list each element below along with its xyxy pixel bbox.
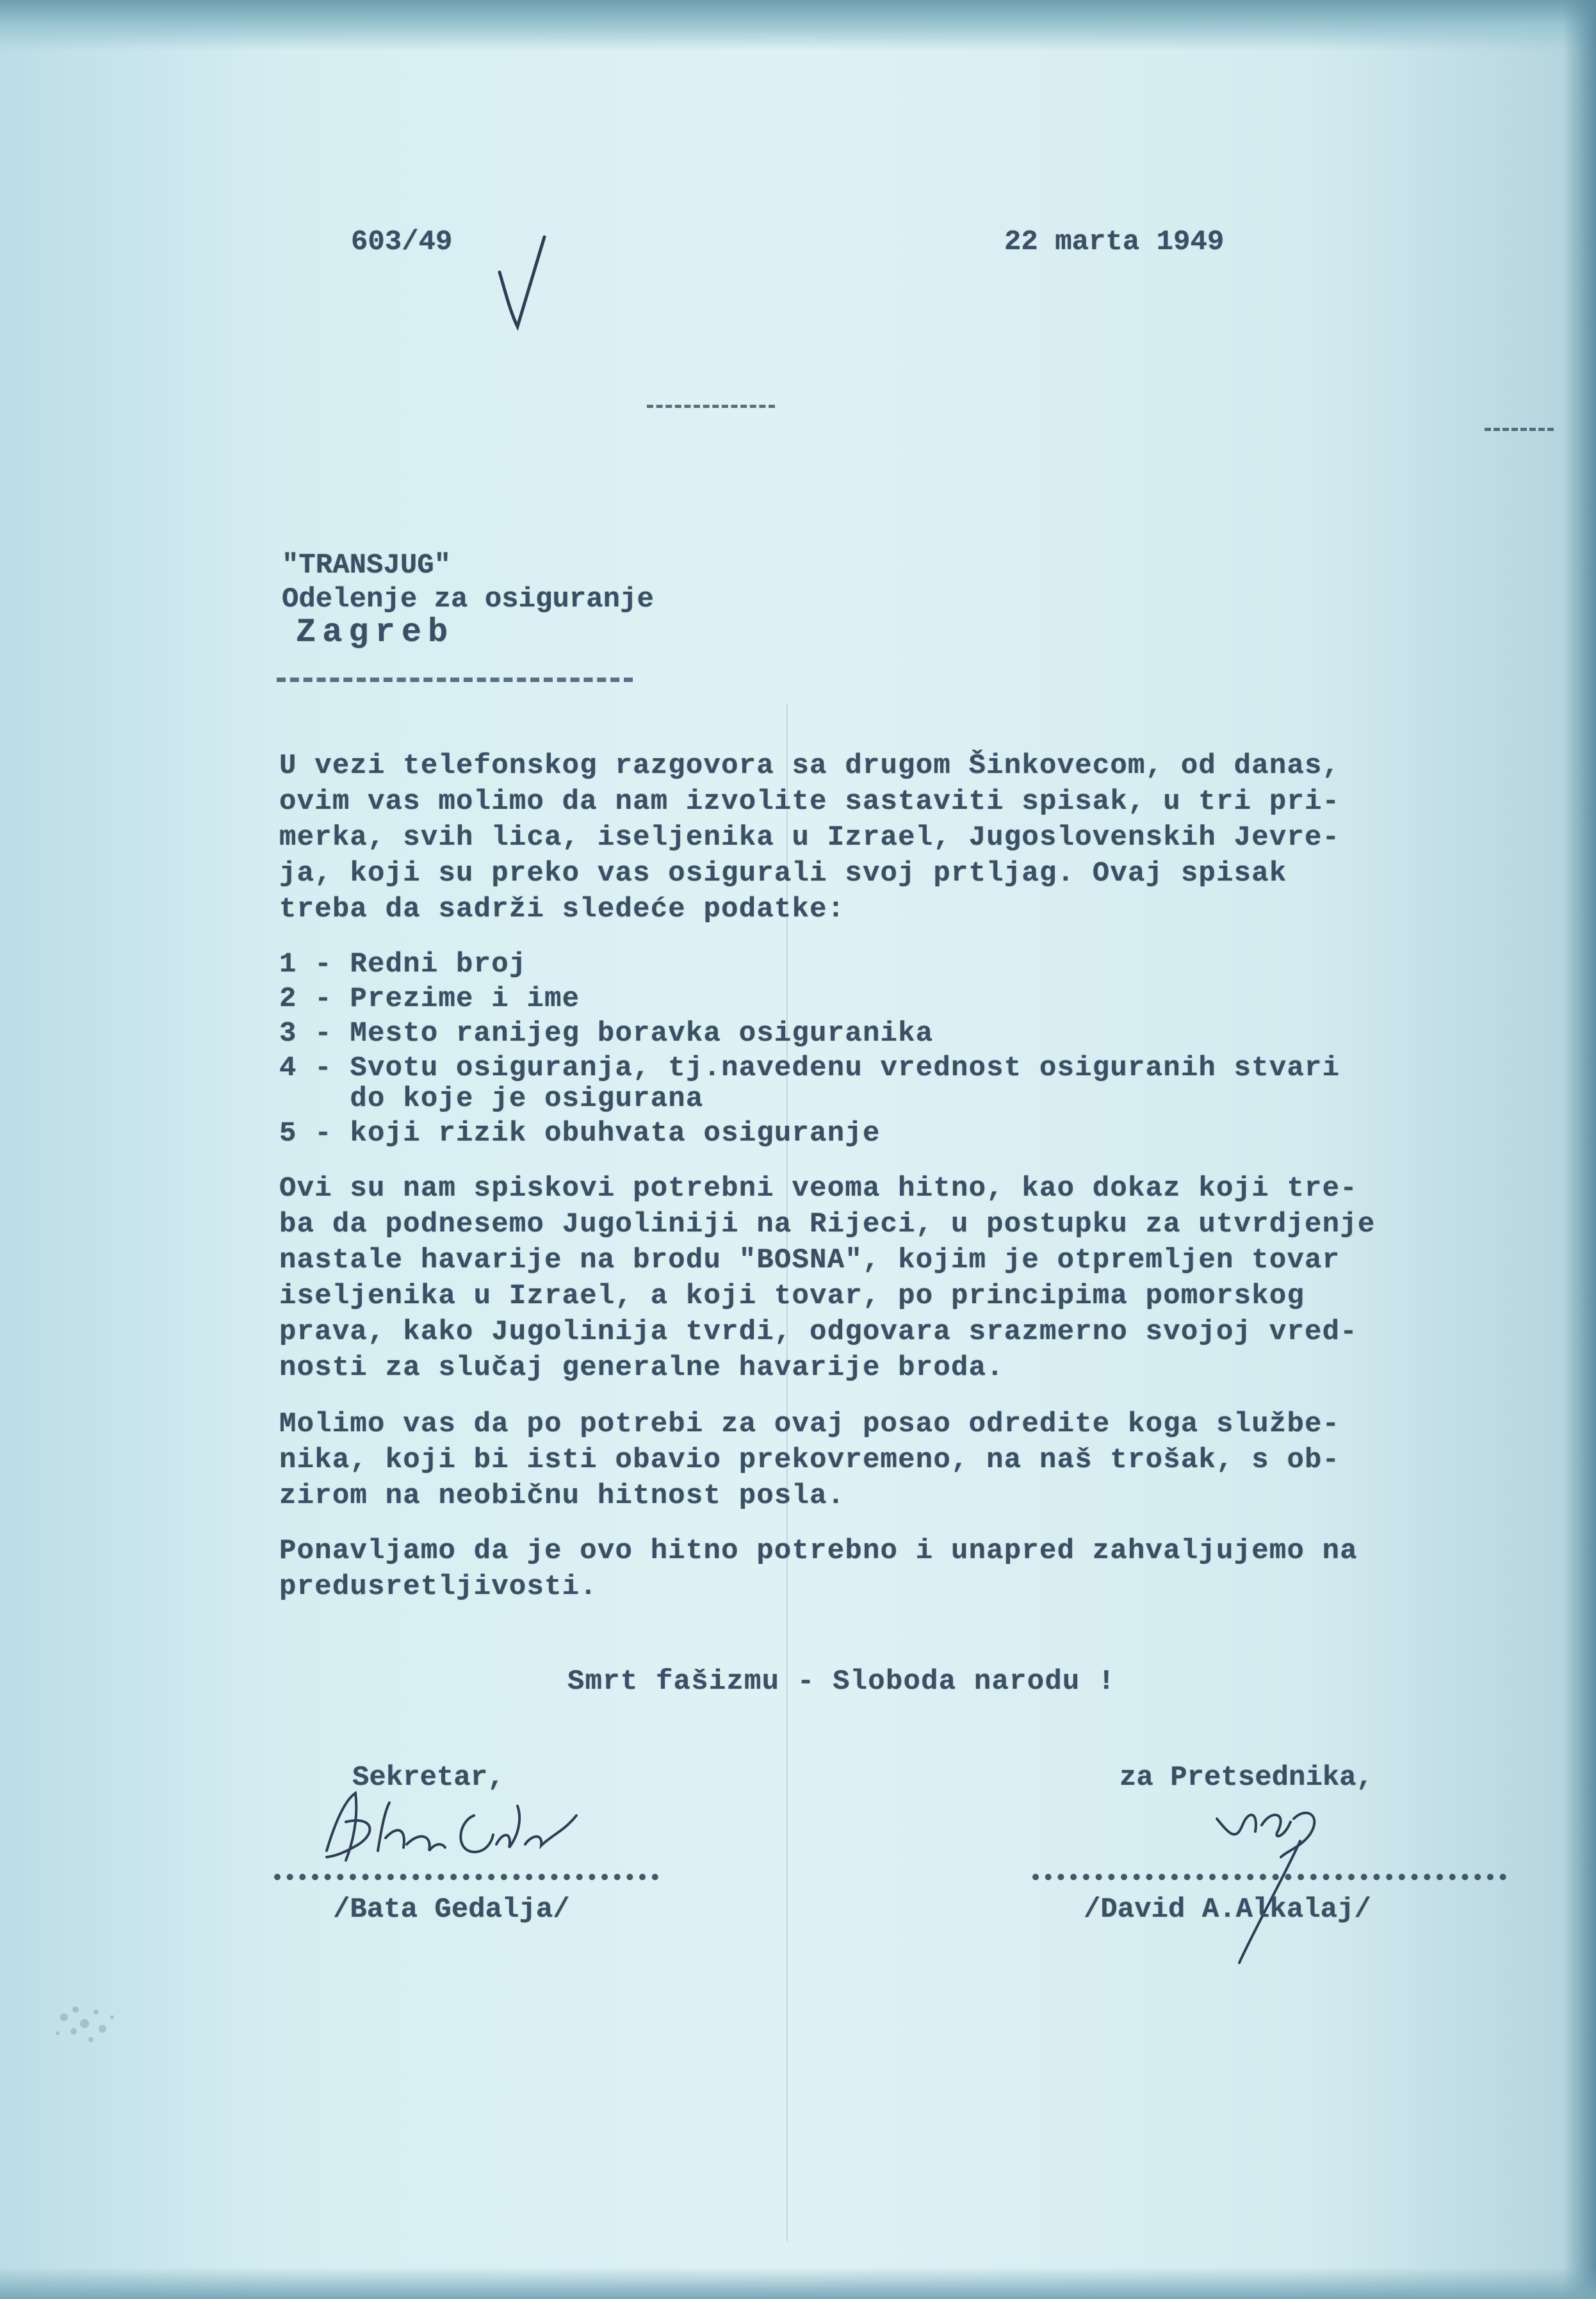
reference-number: 603/49: [351, 226, 453, 258]
text-line: iseljenika u Izrael, a koji tovar, po principima pomorskog: [279, 1280, 1305, 1312]
list-item: do koje je osigurana: [279, 1083, 704, 1115]
list-item: 4 - Svotu osiguranja, tj.navedenu vrednost osiguranih stvari: [279, 1052, 1340, 1084]
text-line: treba da sadrži sledeće podatke:: [279, 893, 845, 925]
list-item: 2 - Prezime i ime: [279, 983, 580, 1015]
header-rule-left: [647, 405, 775, 408]
letter-date: 22 marta 1949: [1004, 226, 1225, 258]
signature-line-right: [1032, 1874, 1506, 1880]
scan-edge-right: [1563, 0, 1596, 2299]
text-line: predusretljivosti.: [279, 1571, 598, 1603]
signature-right-title: za Pretsednika,: [1120, 1762, 1374, 1794]
text-line: merka, svih lica, iseljenika u Izrael, Jugoslovenskih Jevre-: [279, 822, 1340, 854]
text-line: ja, koji su preko vas osigurali svoj prtljag. Ovaj spisak: [279, 857, 1287, 890]
header-rule-right: [1485, 428, 1554, 431]
text-line: Molimo vas da po potrebi za ovaj posao odredite koga službe-: [279, 1408, 1340, 1440]
text-line: Ovi su nam spiskovi potrebni veoma hitno, kao dokaz koji tre-: [279, 1173, 1358, 1205]
recipient-city: Zagreb: [296, 613, 455, 651]
checkmark-icon: [493, 231, 564, 339]
signature-right-name: /David A.Alkalaj/: [1084, 1894, 1371, 1926]
recipient-department: Odelenje za osiguranje: [282, 583, 654, 615]
text-line: prava, kako Jugolinija tvrdi, odgovara srazmerno svojoj vred-: [279, 1316, 1358, 1348]
signature-left-title: Sekretar,: [352, 1762, 505, 1794]
list-item: 3 - Mesto ranijeg boravka osiguranika: [279, 1018, 934, 1050]
text-line: nosti za slučaj generalne havarije broda.: [279, 1352, 1004, 1384]
list-item: 1 - Redni broj: [279, 948, 527, 980]
scan-edge-bottom: [0, 2267, 1596, 2299]
text-line: zirom na neobičnu hitnost posla.: [279, 1480, 845, 1512]
text-line: ovim vas molimo da nam izvolite sastaviti spisak, u tri pri-: [279, 786, 1340, 818]
signature-left-name: /Bata Gedalja/: [333, 1894, 570, 1926]
handwritten-signature-left: [301, 1780, 602, 1876]
ink-smudge: [38, 1979, 134, 2062]
text-line: ba da podnesemo Jugoliniji na Rijeci, u postupku za utvrdjenje: [279, 1208, 1376, 1240]
recipient-company: "TRANSJUG": [282, 549, 452, 581]
list-item: 5 - koji rizik obuhvata osiguranje: [279, 1117, 881, 1150]
closing-salutation: Smrt fašizmu - Sloboda narodu !: [567, 1666, 1116, 1698]
signature-line-left: [274, 1874, 658, 1880]
text-line: U vezi telefonskog razgovora sa drugom Šinkovecom, od danas,: [279, 750, 1340, 782]
text-line: nastale havarije na brodu "BOSNA", kojim je otpremljen tovar: [279, 1244, 1340, 1276]
text-line: nika, koji bi isti obavio prekovremeno, na naš trošak, s ob-: [279, 1444, 1340, 1476]
recipient-underline: [277, 678, 633, 682]
scan-edge-top: [0, 0, 1596, 51]
text-line: Ponavljamo da je ovo hitno potrebno i unapred zahvaljujemo na: [279, 1535, 1358, 1567]
